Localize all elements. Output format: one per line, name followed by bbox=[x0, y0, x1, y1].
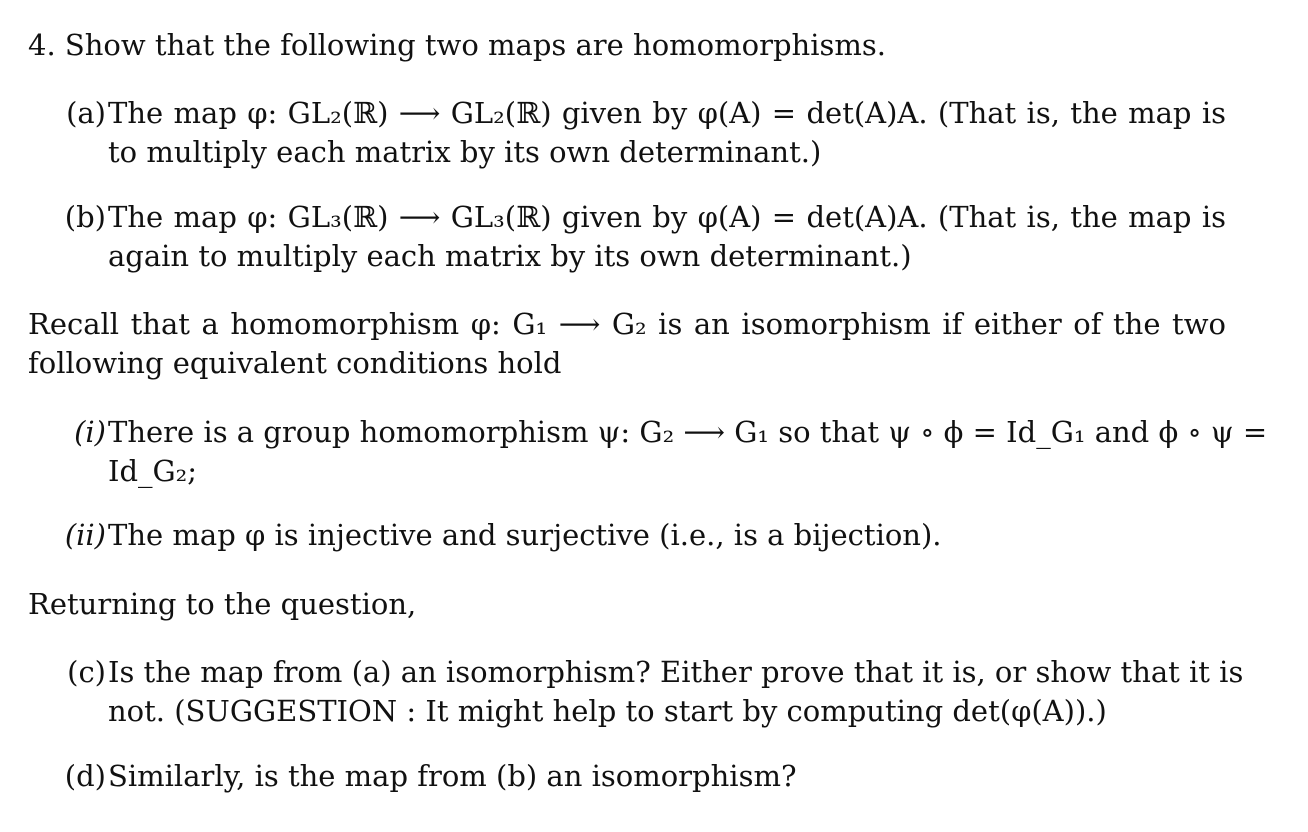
condition-line: There is a group homomorphism ψ: G₂ ⟶ G₁ so that ψ ∘ ϕ = Id_G₁ and ϕ ∘ ψ = bbox=[108, 415, 1268, 449]
returning-paragraph bbox=[28, 585, 1226, 624]
condition-line: The map φ is injective and surjective (i.e., is a bijection). bbox=[108, 518, 942, 552]
item-body bbox=[108, 757, 1226, 796]
item-line: The map φ: GL₂(ℝ) ⟶ GL₂(ℝ) given by φ(A) = det(A)A. (That is, the map is bbox=[108, 96, 1226, 130]
item-line: The map φ: GL₃(ℝ) ⟶ GL₃(ℝ) given by φ(A) = det(A)A. (That is, the map is bbox=[108, 200, 1226, 234]
condition-label: (ii) bbox=[64, 518, 106, 552]
condition-body bbox=[108, 516, 1226, 555]
condition-body bbox=[108, 413, 1268, 491]
item-line: again to multiply each matrix by its own determinant.) bbox=[108, 239, 912, 273]
recall-line: following equivalent conditions hold bbox=[28, 346, 562, 380]
recall-paragraph bbox=[28, 305, 1226, 383]
problem-intro bbox=[28, 26, 1226, 65]
recall-line: Recall that a homomorphism φ: G₁ ⟶ G₂ is an isomorphism if either of the two bbox=[28, 307, 1226, 341]
item-body bbox=[108, 198, 1226, 276]
item-line: Similarly, is the map from (b) an isomorphism? bbox=[108, 759, 797, 793]
returning-text: Returning to the question, bbox=[28, 587, 417, 621]
item-line: not. (SUGGESTION : It might help to start by computing det(φ(A)).) bbox=[108, 694, 1107, 728]
item-label: (b) bbox=[64, 200, 106, 234]
item-body bbox=[108, 94, 1226, 172]
item-label: (c) bbox=[67, 655, 106, 689]
item-line: Is the map from (a) an isomorphism? Either prove that it is, or show that it is bbox=[108, 655, 1244, 689]
problem-intro-text: 4. Show that the following two maps are homomorphisms. bbox=[28, 28, 886, 62]
condition-label: (i) bbox=[74, 415, 106, 449]
condition-line: Id_G₂; bbox=[108, 454, 198, 488]
item-line: to multiply each matrix by its own determinant.) bbox=[108, 135, 822, 169]
item-label: (d) bbox=[64, 759, 106, 793]
item-body bbox=[108, 653, 1244, 731]
item-label: (a) bbox=[66, 96, 106, 130]
